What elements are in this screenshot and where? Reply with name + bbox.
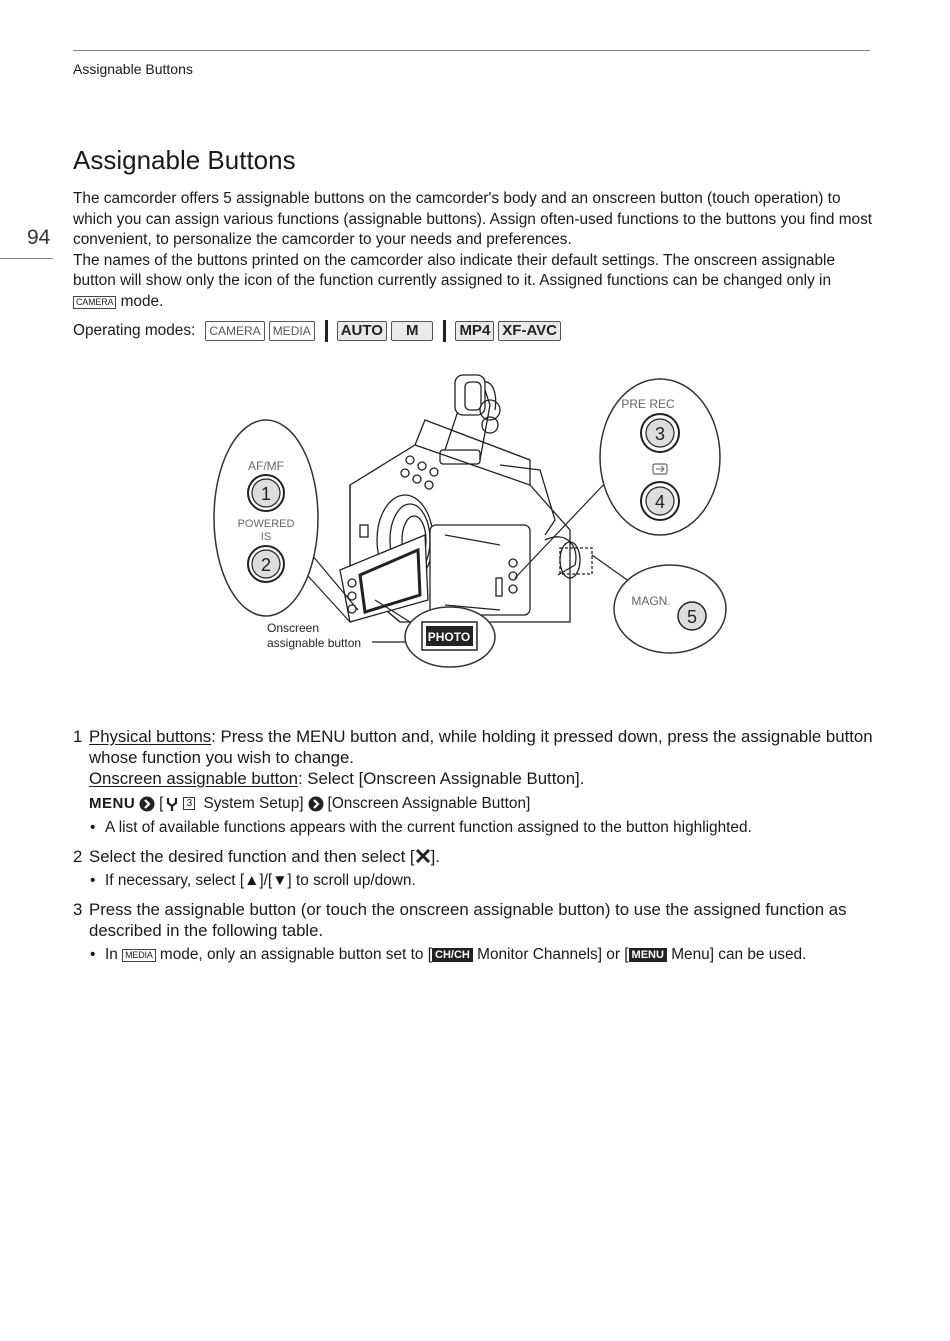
button-1-number: 1 [260,484,272,504]
button-2-number: 2 [260,555,272,575]
photo-label: PHOTO [427,630,471,644]
button-3-number: 3 [654,424,666,444]
monitor-channels-icon: CH/CH [432,948,473,962]
running-header: Assignable Buttons [73,61,193,77]
step-2-note: • If necessary, select [▲]/[▼] to scroll up/down. [89,871,873,891]
menu-path: MENU [ 3 System Setup] [Onscreen Assignable Button] [89,795,531,812]
is-label: IS [260,531,272,543]
intro-paragraph-2: The names of the buttons printed on the camcorder also indicate their default settings. The onscreen assignable button will show only the icon of the function currently assigned to it. Assigned functions can be changed only in CAMERA mode. [73,251,836,310]
step-1-note: • A list of available functions appears with the current function assigned to the button highlighted. [89,818,873,838]
af-mf-label: AF/MF [248,459,284,473]
powered-label: POWERED [237,518,295,530]
camcorder-illustration [340,375,592,622]
callout-bottom-right [614,565,726,653]
onscreen-button-heading: Onscreen assignable button [89,769,298,788]
step-3-text: Press the assignable button (or touch the onscreen assignable button) to use the assigned function as described in the following table. [89,900,847,940]
operating-modes [73,320,565,342]
page-number: 94 [27,226,51,249]
media-mode-icon: MEDIA [122,949,156,962]
intro-text [73,189,873,312]
media-mode-icon: MEDIA [269,321,315,341]
magn-label: MAGN. [631,594,671,608]
mode-separator [325,320,328,342]
header-rule [73,50,870,51]
physical-buttons-heading: Physical buttons [89,727,212,746]
step-3 [73,899,873,965]
camera-mode-icon: CAMERA [73,296,116,309]
camcorder-diagram [200,360,740,680]
steps-list [73,726,873,973]
button-5-number: 5 [686,607,698,627]
onscreen-label-line-1: Onscreen [267,621,320,635]
step-number: 3 [73,900,83,919]
xfavc-mode-icon: XF-AVC [498,321,561,341]
mode-separator [443,320,446,342]
step-1: 1 Physical buttons: Press the MENU button and, while holding it pressed down, press the assignable button whose function you wish to change. Onscreen assignable button: Select [Onscreen Assignable Button]. MENU [ 3 System Setup] [Onscreen Assignable Button] • A list of available functions appears with the current function assigned to the button highlighted. [73,726,873,838]
operating-modes-label: Operating modes: [73,322,196,339]
pre-rec-label: PRE REC [621,397,675,411]
page-number-rule [0,258,53,259]
auto-mode-icon: AUTO [337,321,387,341]
step-number: 2 [73,847,83,866]
chevron-right-icon [139,796,155,812]
mp4-mode-icon: MP4 [455,321,494,341]
step-2: 2 Select the desired function and then select [ ]. • If necessary, select [▲]/[▼] to scroll up/down. [73,846,873,891]
manual-mode-icon: M [391,321,434,341]
intro-paragraph-1: The camcorder offers 5 assignable buttons on the camcorder's body and an onscreen button (touch operation) to which you can assign various functions (assignable buttons). Assign often-used functions to the buttons you find most convenient, to personalize the camcorder to your needs and preferences. [73,190,873,248]
camera-mode-icon: CAMERA [205,321,264,341]
menu-page-number: 3 [183,797,195,810]
menu-icon: MENU [89,795,136,812]
menu-icon: MENU [629,948,667,962]
step-number: 1 [73,727,83,746]
onscreen-label-line-2: assignable button [267,636,362,650]
step-3-note: • In MEDIA mode, only an assignable button set to [ CH/CH Monitor Channels] or [ MENU Menu] can be used. [89,945,873,965]
close-icon [415,849,431,863]
chevron-right-icon [308,796,324,812]
wrench-icon [165,796,179,812]
page-title: Assignable Buttons [73,145,296,175]
button-4-number: 4 [654,492,666,512]
